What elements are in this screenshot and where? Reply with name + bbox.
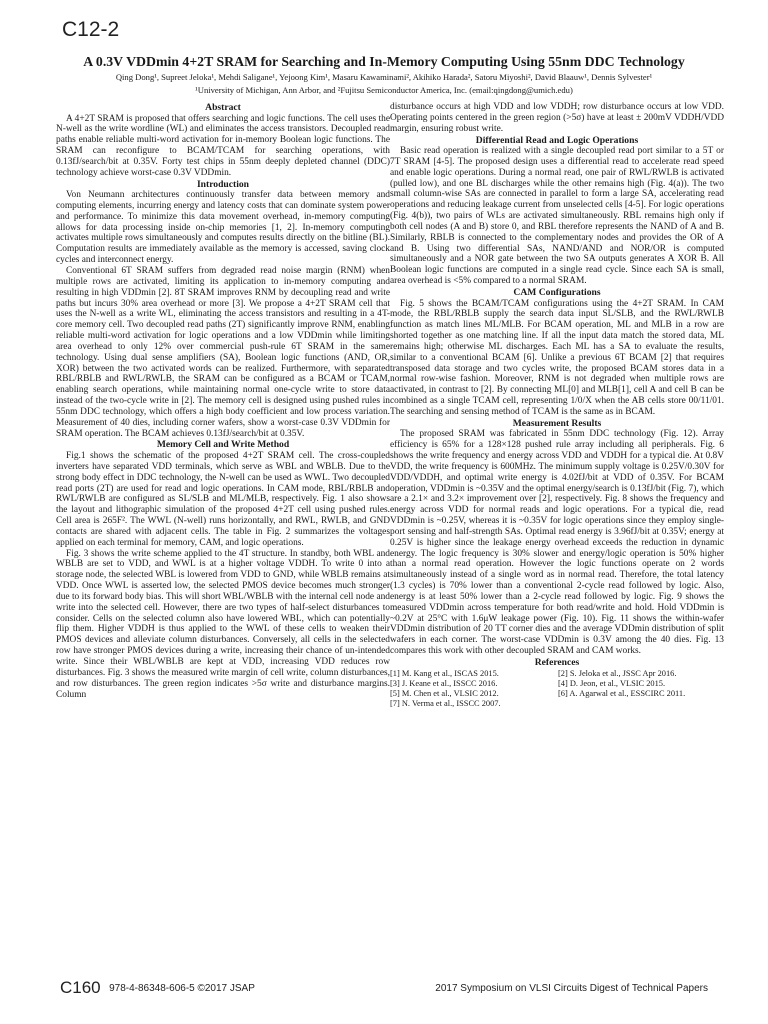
right-column (390, 102, 724, 930)
memory-cell-paragraph-1: Fig.1 shows the schematic of the proposed 4+2T SRAM cell. The cross-coupled inverters have separated VDD terminals, which serve as WBL and WBLB. Due to the strong body effect in DDC technology, the N-well can be used as WWL. Two decoupled read ports (2T) are used for read and logic operations. In CAM mode, RBL/RBLB and RWL/RWLB are configured as SL/SLB and ML/MLB, respectively. Fig. 1 also shows the layout and lithographic simulation of the proposed 4+2T cell using pushed rules. Cell area is 265F². The WWL (N-well) runs horizontally, and RWL, RWLB, and GND contacts are shared with adjacent cells. The table in Fig. 2 summarizes the voltages applied on each terminal for memory, CAM, and logic operations. (56, 450, 390, 548)
paper-title: A 0.3V VDDmin 4+2T SRAM for Searching and In-Memory Computing Using 55nm DDC Technology (83, 54, 685, 69)
left-column (56, 102, 390, 930)
introduction-paragraph-1: Von Neumann architectures continuously transfer data between memory and computing elements, incurring energy and latency costs that can dominate system power and performance. To minimize this data movement overhead, in-memory computing allows for data processing inside on-chip memories [1, 2]. In-memory computing activates multiple rows simultaneously and computes results directly on the bitline (BL). Computation results are immediately available as the memory is accessed, saving clock cycles and interconnect energy. (56, 190, 390, 266)
references-heading: References (534, 657, 580, 668)
reference-item: [2] S. Jeloka et al., JSSC Apr 2016. (558, 668, 677, 678)
footer-left (60, 978, 255, 998)
differential-read-heading: Differential Read and Logic Operations (475, 134, 639, 146)
differential-read-paragraph: Basic read operation is realized with a single decoupled read port similar to a 5T or 7T SRAM [4-5]. The proposed design uses a differential read to accelerate read speed and enable logic operations. During a normal read, one pair of RWL/RWLB is activated (pulled low), and one BL discharges while the other remains high (Fig. 4(a)). The two small column-wise SAs are connected in parallel to form a large SA, accelerating read operations and reducing leakage current from unselected cells [4-5]. For logic operations (Fig. 4(b)), two pairs of WLs are activated simultaneously. RBL remains high only if both cell nodes (A and B) store 0, and RBL therefore represents the NAND of A and B. Similarly, RBLB is connected to the complementary nodes and provides the OR of A and B. Using two differential SAs, NAND/AND and NOR/OR is computed simultaneously and a NOR gate between the two SA outputs generates A XOR B. All Boolean logic functions are computed in a single read cycle. Since each SA is small, area overhead is <5% compared to a normal SRAM. (390, 146, 724, 287)
continued-paragraph: disturbance occurs at high VDD and low VDDH; row disturbance occurs at low VDD. Operating points centered in the green region (>5σ) have at least ± 200mV VDDH/VDD margin, ensuring robust write. (390, 102, 724, 134)
paper-header (40, 54, 728, 96)
reference-item: [7] N. Verma et al., ISSCC 2007. (390, 698, 501, 708)
measurement-results-heading: Measurement Results (512, 417, 602, 429)
isbn-copyright: 978-4-86348-606-5 ©2017 JSAP (109, 982, 255, 994)
reference-item: [6] A. Agarwal et al., ESSCIRC 2011. (558, 688, 686, 698)
references-list (390, 669, 724, 709)
footer-venue: 2017 Symposium on VLSI Circuits Digest of Technical Papers (435, 983, 708, 994)
memory-cell-paragraph-2: Fig. 3 shows the write scheme applied to the 4T structure. In standby, both WBL and WBLB are set to VDD, and WWL is at a higher voltage VDDH. To write 0 into a storage node, the selected WBL is lowered from VDD to GND, while WBLB remains at VDD. Once WWL is asserted low, the selected PMOS device becomes much stronger due to its forward body bias. This will short WBL/WBLB with the internal cell node and write into the selected cell. However, there are two types of half-select disturbances to consider. Cells on the selected column also have lowered WBL, which can potentially flip them. Higher VDDH is thus applied to the WWL of these cells to weaken their PMOS devices and alleviate column disturbances. Conversely, all cells in the selected row have stronger PMOS devices during a write, increasing their chance of un-intended write. Since their WBL/WBLB are kept at VDD, increasing VDD reduces row disturbances. Fig. 3 shows the measured write margin of cell write, column disturbances, and row disturbances. The green region indicates >5σ write and disturbance margins. Column (56, 548, 390, 700)
reference-item: [1] M. Kang et al., ISCAS 2015. (390, 668, 499, 678)
abstract-heading: Abstract (205, 102, 241, 113)
cam-configurations-heading: CAM Configurations (513, 287, 601, 298)
abstract-paragraph: A 4+2T SRAM is proposed that offers searching and logic functions. The cell uses the N-well as the write wordline (WL) and eliminates the access transistors. Decoupled read paths enable reliable multi-word activation for in-memory Boolean logic functions. The SRAM can reconfigure to BCAM/TCAM for searching operations, with 0.13fJ/search/bit at 0.35V. Forty test chips in 55nm deeply depleted channel (DDC) technology achieve worst-case 0.3V VDDmin. (56, 113, 390, 178)
reference-item: [3] J. Keane et al., ISSCC 2016. (390, 678, 498, 688)
measurement-results-paragraph: The proposed SRAM was fabricated in 55nm DDC technology (Fig. 12). Array efficiency is 65% for a 128×128 pushed rule array including all peripherals. Fig. 6 shows the write frequency and energy across VDD and VDDH for a typical die. At 0.8V VDD, the write frequency is 600MHz. The minimum supply voltage is 0.25V/0.30V for VDD/VDDH, and optimal write energy is 4.02fJ/bit at VDD of 0.35V. For BCAM operation, VDDmin is ~0.35V and the optimal energy/search is 0.13fJ/bit (Fig. 7), which are a 2.1× and 3.2× improvement over [2], respectively. Fig. 8 shows the frequency and energy across VDD for normal reads and logic operations. For a typical die, read VDDmin is ~0.25V, whereas it is ~0.35V for logic operations since they employ single-port sensing and half-strength SAs. Optimal read energy is 3.96fJ/bit at 0.35V; energy at 0.25V is higher since the leakage energy overhead exceeds the reduction in dynamic energy. The logic frequency is 30% slower and energy/logic operation is 50% higher than a normal read operation. However the logic functions operate on 2 words simultaneously instead of a single word as in normal read. Therefore, the total latency (1.3 cycles) is 70% lower than a conventional 2-cycle read followed by logic. Also, energy is at least 50% lower than a 2-cycle read followed by logic. Fig. 9 shows the measured VDDmin across temperature for both read/write and hold. Hold VDDmin is ~0.2V at 25°C with 1.6μW leakage power (Fig. 10). Fig. 11 shows the within-wafer VDDmin distribution of 20 TT corner dies and the average VDDmin distribution of split wafers in each corner. The worst-case VDDmin is 0.3V among the 40 dies. Fig. 13 compares this work with other decoupled SRAM and CAM works. (390, 429, 724, 657)
session-code: C12-2 (62, 18, 120, 41)
memory-cell-heading: Memory Cell and Write Method (156, 439, 290, 451)
introduction-heading: Introduction (196, 178, 250, 190)
cam-configurations-paragraph: Fig. 5 shows the BCAM/TCAM configurations using the 4+2T SRAM. In CAM mode, the RBL/RBLB supply the search data input SL/SLB, and the RWL/RWLB function as match lines ML/MLB. For BCAM operation, ML and MLB in a row are shorted together as one matching line. If all the input data match the stored data, ML remains high; otherwise ML discharges. Each ML has a SA to evaluate the results, similar to a conventional BCAM [6]. Unlike a previous 6T BCAM [2] that requires transposed data storage and two cycles write, the proposed BCAM stores data in a normal row-wise fashion. Moreover, RNM is not degraded when multiple rows are activated, in contrast to [2]. By connecting ML[0] and MLB[1], cell A and cell B can be combined as a single TCAM cell, representing 1/0/X when the AB cells store 00/11/01. The searching and sensing method of TCAM is the same as in BCAM. (390, 298, 724, 417)
paper-authors: Qing Dong¹, Supreet Jeloka¹, Mehdi Saligane¹, Yejoong Kim¹, Masaru Kawaminami², Akihiko Harada², Satoru Miyoshi², David Blaauw¹, Dennis Sylvester¹ (115, 72, 653, 82)
introduction-paragraph-2: Conventional 6T SRAM suffers from degraded read noise margin (RNM) when multiple rows are activated, limiting its application to in-memory computing and resulting in high VDDmin [2]. 8T SRAM improves RNM by decoupling read and write paths but incurs 30% area overhead or more [3]. We propose a 4+2T SRAM cell that uses the N-well as a write WL, eliminating the access transistors and resulting in a 4T-core memory cell. Two decoupled read paths (2T) significantly improve RNM, enabling reliable multi-word activation for logic operations and a low VDDmin while limiting area overhead to only 12% over commercial push-rule 6T SRAM in the same technology. Using dual sense amplifiers (SA), Boolean logic functions (AND, OR, XOR) between the two activated words can be realized. Furthermore, with separated RBL/RBLB and RWL/RWLB, the SRAM can be configured as a BCAM or TCAM, enabling search operations, while maintaining normal one-cycle write to store data instead of the two-cycle write in [2]. The memory cell is designed using pushed rules in 55nm DDC technology, which offers a high body coefficient and low process variation. Measurement of 40 dies, including corner wafers, show a worst-case 0.3V VDDmin for SRAM operation. The BCAM achieves 0.13fJ/search/bit at 0.35V. (56, 265, 390, 439)
reference-item: [4] D. Jeon, et al., VLSIC 2015. (558, 678, 666, 688)
reference-item: [5] M. Chen et al., VLSIC 2012. (390, 688, 499, 698)
page-number: C160 (60, 978, 101, 997)
paper-affiliation: ¹University of Michigan, Ann Arbor, and ²Fujitsu Semiconductor America, Inc. (email:qingdong@umich.edu) (195, 85, 573, 95)
